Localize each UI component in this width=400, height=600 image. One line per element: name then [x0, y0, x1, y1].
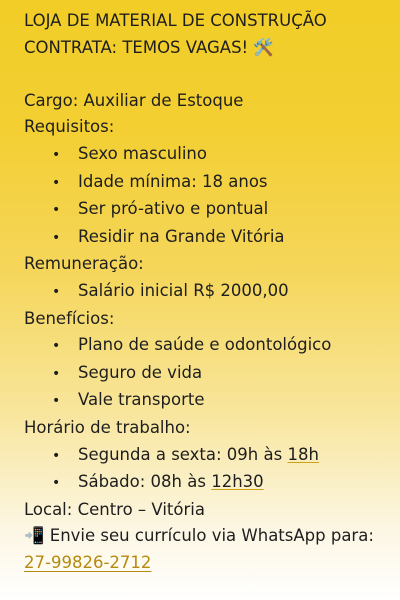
bullet-icon: •	[52, 174, 61, 191]
beneficio-text: Vale transporte	[78, 390, 205, 410]
beneficio-text: Seguro de vida	[78, 362, 203, 382]
time-link[interactable]: 18h	[287, 444, 319, 464]
clipped-top-text	[24, 0, 394, 8]
bullet-icon: •	[52, 146, 61, 163]
title-line-1: LOJA DE MATERIAL DE CONSTRUÇÃO	[24, 11, 327, 30]
bullet-icon: •	[52, 475, 61, 492]
remuneracao-label: Remuneração:	[24, 254, 144, 274]
requisito-text: Sexo masculino	[78, 143, 207, 163]
bullet-icon: •	[52, 365, 61, 382]
cargo-text: Cargo: Auxiliar de Estoque	[24, 90, 244, 110]
phone-link[interactable]: 27-99826-2712	[24, 552, 152, 572]
list-item	[24, 332, 394, 360]
list-item	[24, 169, 394, 197]
blank-line	[24, 61, 394, 88]
list-item	[24, 224, 394, 252]
local-text: Local: Centro – Vitória	[24, 499, 205, 519]
requisitos-label: Requisitos:	[24, 117, 115, 137]
bullet-icon: •	[52, 229, 61, 246]
bullet-icon: •	[52, 202, 61, 219]
horario-day-text: Sábado: 08h às	[78, 472, 212, 492]
time-link[interactable]: 12h30	[211, 472, 264, 492]
title-line-2: CONTRATA: TEMOS VAGAS! 🛠️	[24, 37, 274, 57]
horario-text	[78, 469, 264, 496]
horario-day-text: Segunda a sexta: 09h às	[78, 444, 288, 464]
bullet-icon: •	[52, 393, 61, 410]
bullet-icon: •	[52, 447, 61, 464]
remuneracao-text: Salário inicial R$ 2000,00	[78, 280, 289, 300]
bullet-icon: •	[52, 283, 61, 300]
beneficios-label: Benefícios:	[24, 308, 115, 328]
list-item	[24, 196, 394, 224]
list-item	[24, 387, 394, 415]
list-item	[24, 469, 394, 497]
horario-text	[78, 442, 319, 469]
horario-label: Horário de trabalho:	[24, 417, 191, 437]
whatsapp-instruction: 📲 Envie seu currículo via WhatsApp para:	[24, 526, 374, 546]
list-item	[24, 442, 394, 470]
list-item	[24, 141, 394, 169]
job-posting-note	[24, 0, 394, 576]
requisito-text: Ser pró-ativo e pontual	[78, 199, 269, 219]
bullet-icon: •	[52, 338, 61, 355]
list-item	[24, 278, 394, 306]
list-item	[24, 360, 394, 388]
requisito-text: Idade mínima: 18 anos	[78, 171, 268, 191]
requisito-text: Residir na Grande Vitória	[78, 226, 285, 246]
beneficio-text: Plano de saúde e odontológico	[78, 335, 332, 355]
